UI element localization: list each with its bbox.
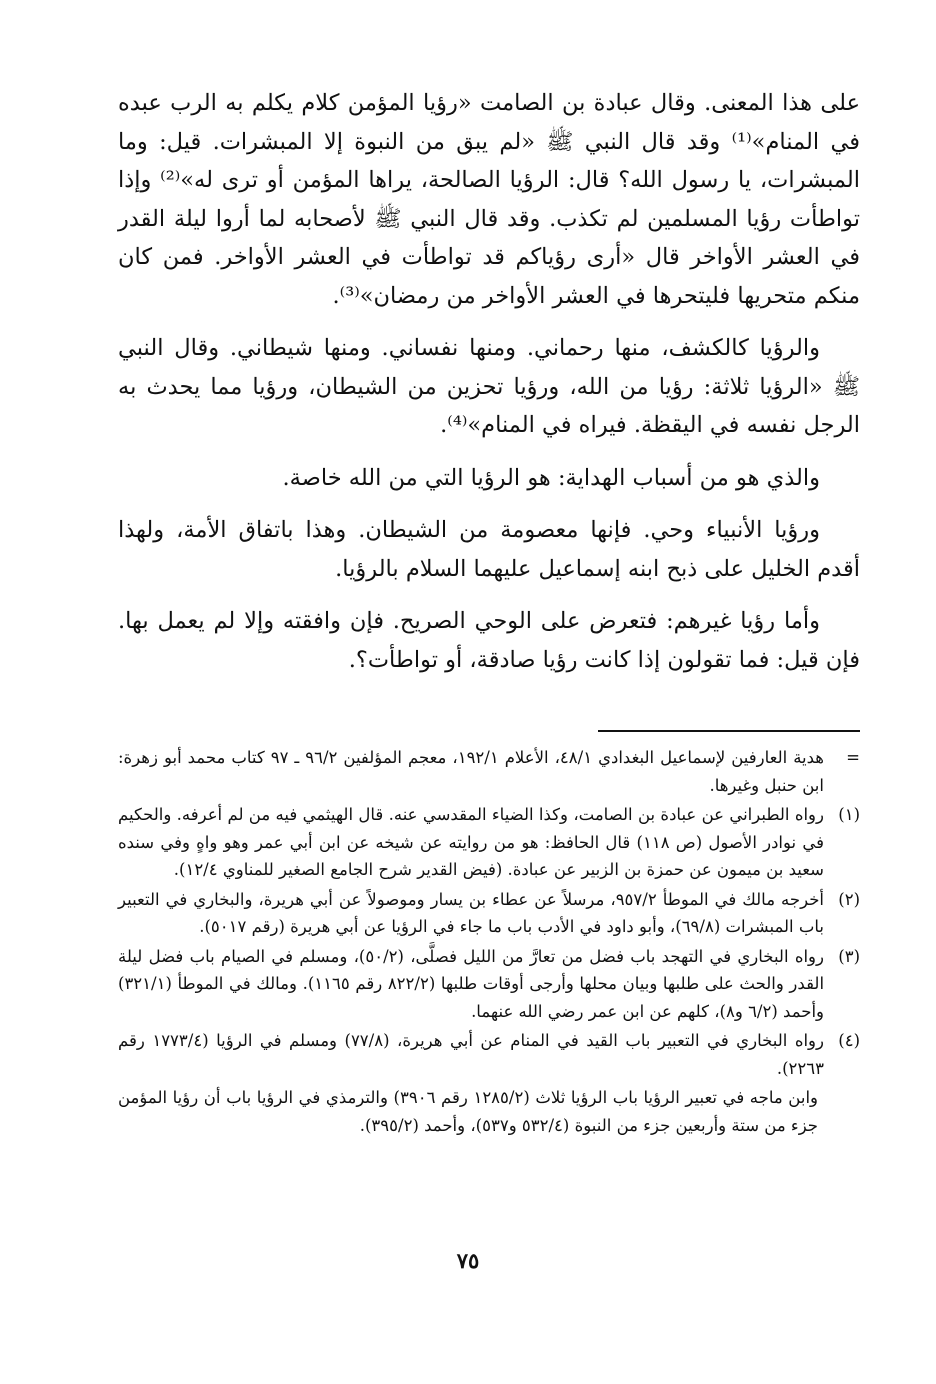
paragraph-3: والذي هو من أسباب الهداية: هو الرؤيا التي من الله خاصة. [282, 464, 820, 491]
footnote-3 [118, 943, 860, 1026]
footnotes [118, 744, 860, 1139]
footnote-mark: = [846, 748, 860, 767]
footnote-mark: (٤) [838, 1031, 860, 1050]
footnote-4-continuation: وابن ماجه في تعبير الرؤيا باب الرؤيا ثلاث (١٢٨٥/٢ رقم ٣٩٠٦) والترمذي في الرؤيا باب أن رؤيا المؤمن جزء من ستة وأربعين جزء من النبوة (٥٣٢/٤ و٥٣٧)، وأحمد (٣٩٥/٢). [118, 1088, 819, 1135]
footnote-text: رواه البخاري في التهجد باب فضل من تعارَّ من الليل فصلَّى، (٥٠/٢)، ومسلم في الصيام باب فضل ليلة القدر والحث على طلبها وبيان محلها وأرجى أوقات طلبها (٨٢٢/٢ رقم ١١٦٥). ومالك في الموطأ (٣٢١/١) وأحمد (٦/٢ و٨)، كلهم عن ابن عمر رضي الله عنهما. [118, 946, 825, 1021]
footnote-text: رواه البخاري في التعبير باب القيد في المنام عن أبي هريرة، (٧٧/٨) ومسلم في الرؤيا (١٧٧٣/٤ رقم ٢٢٦٣). [118, 1031, 824, 1078]
footnote-mark: (٢) [838, 889, 860, 909]
page-number: ٧٥ [456, 1248, 480, 1273]
footnote-separator [598, 730, 860, 732]
main-text [118, 84, 860, 693]
footnote-mark: (١) [838, 805, 860, 824]
paragraph-2: والرؤيا كالكشف، منها رحماني. ومنها نفساني. ومنها شيطاني. وقال النبي ﷺ «الرؤيا ثلاثة: رؤيا من الله، ورؤيا تحزين من الشيطان، ورؤيا مما يحدث به الرجل نفسه في اليقظة. فيراه في المنام»⁽⁴⁾. [118, 335, 860, 438]
footnote-text: هدية العارفين لإسماعيل البغدادي ٤٨/١، الأعلام ١٩٢/١، معجم المؤلفين ٩٦/٢ ـ ٩٧ كتاب محمد أبو زهرة: ابن حنبل وغيرها. [118, 748, 824, 795]
footnote-text: رواه الطبراني عن عبادة بن الصامت، وكذا الضياء المقدسي عنه. قال الهيثمي فيه من لم أعرفه. والحكيم في نوادر الأصول (ص ١١٨) قال الحافظ: هو من روايته عن شيخه عن ابن أبي عمر وهو واهٍ وفي سنده سعيد بن ميمون عن حمزة بن الزبير عن عبادة. (فيض القدير شرح الجامع الصغير للمناوي ١٢/٤). [118, 805, 824, 879]
paragraph-1: على هذا المعنى. وقال عبادة بن الصامت «رؤيا المؤمن كلام يكلم به الرب عبده في المنام»⁽¹⁾ وقد قال النبي ﷺ «لم يبق من النبوة إلا المبشرات. قيل: وما المبشرات، يا رسول الله؟ قال: الرؤيا الصالحة، يراها المؤمن أو ترى له»⁽²⁾ وإذا تواطأت رؤيا المسلمين لم تكذب. وقد قال النبي ﷺ لأصحابه لما أروا ليلة القدر في العشر الأواخر قال «أرى رؤياكم قد تواطأت في العشر الأواخر. فمن كان منكم متحريها فليتحرها في العشر الأواخر من رمضان»⁽³⁾. [118, 90, 860, 309]
footnote-text: أخرجه مالك في الموطأ ٩٥٧/٢، مرسلاً عن عطاء بن يسار وموصولاً عن أبي هريرة، والبخاري في التعبير باب المبشرات (٦٩/٨)، وأبو داود في الأدب باب ما جاء في الرؤيا عن أبي هريرة (رقم ٥٠١٧). [118, 889, 824, 936]
paragraph-4: ورؤيا الأنبياء وحي. فإنها معصومة من الشيطان. وهذا باتفاق الأمة، ولهذا أقدم الخليل على ذبح ابنه إسماعيل عليهما السلام بالرؤيا. [118, 517, 860, 582]
footnote-4 [118, 1027, 860, 1082]
paragraph-5: وأما رؤيا غيرهم: فتعرض على الوحي الصريح. فإن وافقته وإلا لم يعمل بها. فإن قيل: فما تقولون إذا كانت رؤيا صادقة، أو تواطأت؟. [118, 608, 860, 673]
footnote-1 [118, 801, 860, 884]
footnote-2 [118, 886, 860, 941]
footnote-continuation [118, 744, 860, 799]
footnote-mark: (٣) [838, 946, 860, 966]
